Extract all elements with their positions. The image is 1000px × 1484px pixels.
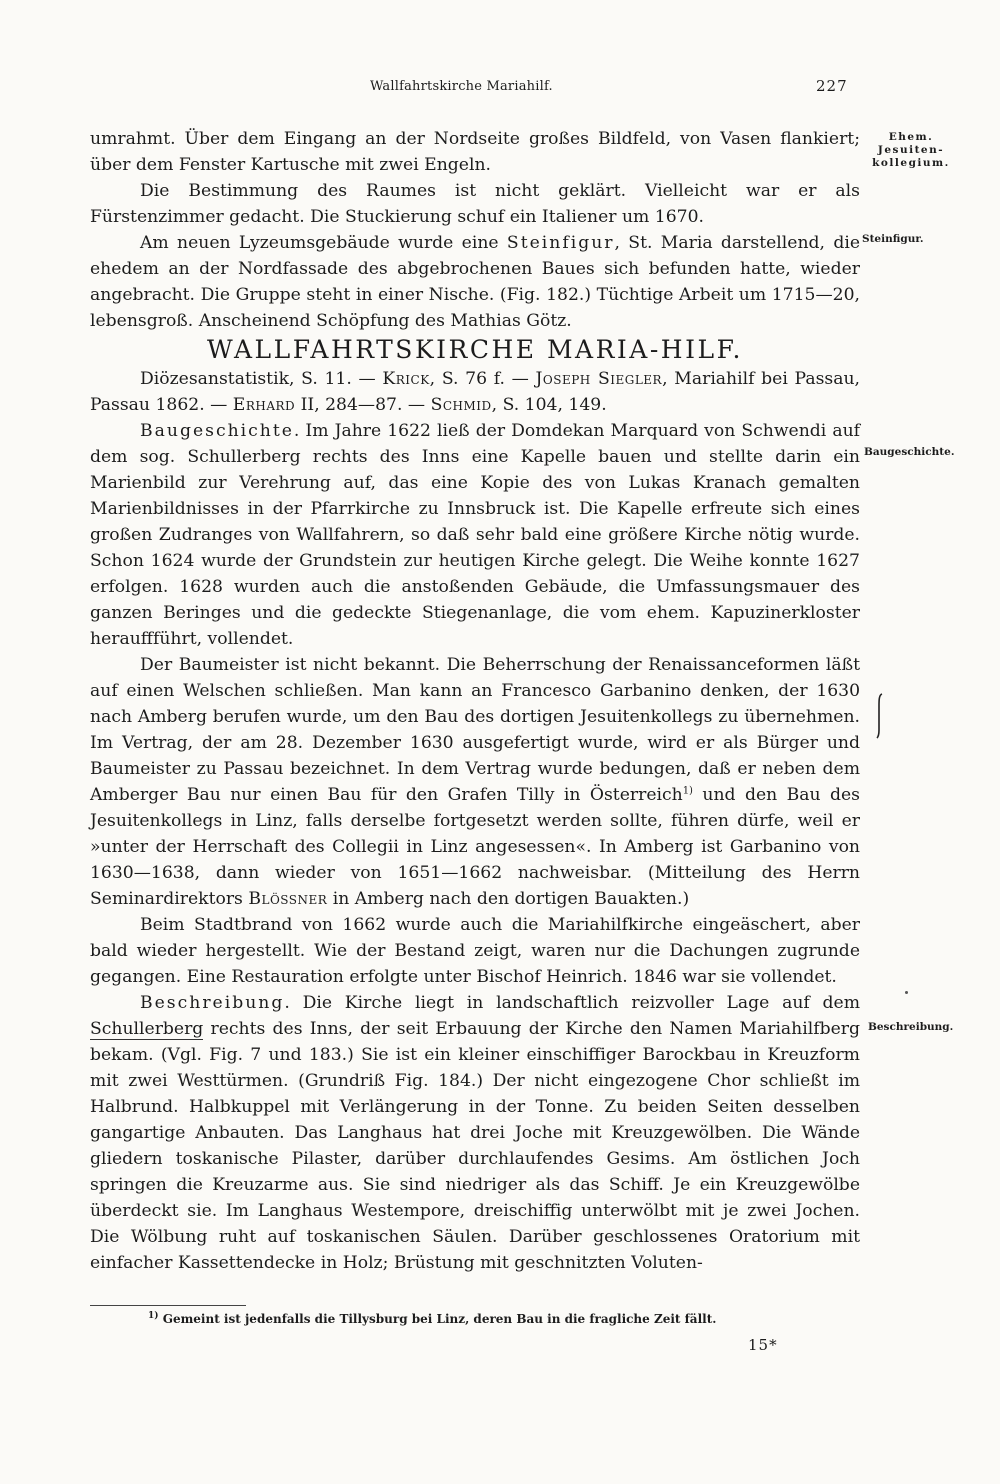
- text-run: und den Bau des Jesuitenkollegs in Linz, falls derselbe fortgesetzt werden sollte, führen dürfe, weil er »unter der Herrschaft des Collegii in Linz angesessen«. In Amberg ist Garbanino von 1630—1638, dann wieder von 1651—1662 nachweisbar. (Mitteilung des Herrn Seminardirektors: [90, 785, 860, 909]
- paragraph: [90, 230, 860, 334]
- margin-note-line: kollegium.: [872, 157, 950, 169]
- text-run: . Die Kirche liegt in landschaftlich reizvoller Lage auf dem: [284, 993, 860, 1013]
- margin-note-beschreibung: Beschreibung.: [868, 1021, 954, 1033]
- margin-note-baugeschichte: Baugeschichte.: [864, 446, 955, 458]
- author-name: Joseph Siegler: [535, 369, 663, 389]
- footnote: [148, 1310, 848, 1328]
- footnote-reference: 1): [682, 785, 693, 797]
- running-header-title: Wallfahrtskirche Mariahilf.: [370, 79, 553, 94]
- text-run: II, 284—87. —: [295, 395, 431, 415]
- paragraph: [90, 990, 860, 1276]
- page-number: 227: [816, 77, 848, 95]
- text-run: , S. 76 f. —: [429, 369, 536, 389]
- margin-note-line: Jesuiten-: [877, 144, 945, 156]
- pencil-bracket-mark: [876, 692, 884, 740]
- footnote-divider: [90, 1305, 246, 1306]
- margin-note-steinfigur: Steinfigur.: [862, 233, 924, 245]
- footnote-marker: 1): [148, 1311, 159, 1321]
- author-name: Schmid: [430, 395, 492, 415]
- stray-mark: [905, 991, 908, 994]
- footnote-text: Gemeint ist jedenfalls die Tillysburg bei Linz, deren Bau in die fragliche Zeit fällt.: [158, 1312, 717, 1326]
- text-run: Diözesanstatistik, S. 11. —: [140, 369, 383, 389]
- margin-note-line: Ehem.: [888, 131, 934, 143]
- spaced-term: Baugeschichte: [140, 421, 294, 441]
- text-run: , St. Maria darstellend, die ehedem an der Nordfassade des abgebrochenen Baues sich befunden hatte, wieder angebracht. Die Gruppe steht in einer Nische. (Fig. 182.) Tüchtige Arbeit um 1715—20, lebensgroß. Anscheinend Schöpfung des Mathias Götz.: [90, 233, 860, 331]
- paragraph: [90, 652, 860, 912]
- paragraph: [90, 418, 860, 652]
- paragraph: Beim Stadtbrand von 1662 wurde auch die Mariahilfkirche eingeäschert, aber bald wieder hergestellt. Wie der Bestand zeigt, waren nur die Dachungen zugrunde gegangen. Eine Restauration erfolgte unter Bischof Heinrich. 1846 war sie vollendet.: [90, 915, 860, 987]
- text-run: , S. 104, 149.: [491, 395, 607, 415]
- paragraph: Die Bestimmung des Raumes ist nicht geklärt. Vielleicht war er als Fürstenzimmer gedacht. Die Stuckierung schuf ein Italiener um 1670.: [90, 181, 860, 227]
- margin-note-jesuitenkollegium: [872, 131, 950, 170]
- literature-paragraph: [90, 366, 860, 418]
- spaced-term: Steinfigur: [506, 233, 615, 253]
- section-title: WALLFAHRTSKIRCHE MARIA-HILF.: [207, 335, 743, 364]
- text-run: in Amberg nach den dortigen Bauakten.): [327, 889, 690, 909]
- signature-mark: 15*: [748, 1336, 778, 1354]
- main-text: [90, 126, 860, 1276]
- author-name: Krick: [382, 369, 430, 389]
- author-name: Blössner: [248, 889, 328, 909]
- underlined-term: Schullerberg: [90, 1019, 204, 1039]
- author-name: Erhard: [232, 395, 296, 415]
- text-run: Am neuen Lyzeumsgebäude wurde eine: [140, 233, 507, 253]
- paragraph: umrahmt. Über dem Eingang an der Nordseite großes Bildfeld, von Vasen flankiert; über dem Fenster Kartusche mit zwei Engeln.: [90, 129, 860, 175]
- spaced-term: Beschreibung: [140, 993, 285, 1013]
- text-run: , Mariahilf bei Passau, Passau 1862. —: [90, 369, 861, 415]
- text-run: rechts des Inns, der seit Erbauung der Kirche den Namen Mariahilfberg bekam. (Vgl. Fig. 7 und 183.) Sie ist ein kleiner einschiffiger Barockbau in Kreuzform mit zwei Westtürmen. (Grundriß Fig. 184.) Der nicht eingezogene Chor schließt im Halbrund. Halbkuppel mit Verlängerung in der Tonne. Zu beiden Seiten desselben gangartige Anbauten. Das Langhaus hat drei Joche mit Kreuzgewölben. Die Wände gliedern toskanische Pilaster, darüber durchlaufendes Gesims. Am östlichen Joch springen die Kreuzarme aus. Sie sind niedriger als das Schiff. Je ein Kreuzgewölbe überdeckt sie. Im Langhaus Westempore, dreischiffig unterwölbt mit je zwei Jochen. Die Wölbung ruht auf toskanischen Säulen. Darüber geschlossenes Oratorium mit einfacher Kassettendecke in Holz; Brüstung mit geschnitzten Voluten-: [90, 1019, 860, 1273]
- text-run: . Im Jahre 1622 ließ der Domdekan Marquard von Schwendi auf dem sog. Schullerberg rechts des Inns eine Kapelle bauen und stellte darin ein Marienbild zur Verehrung auf, das eine Kopie des von Lukas Kranach gemalten Marienbildnisses in der Pfarrkirche zu Innsbruck ist. Die Kapelle erfreute sich eines großen Zudranges von Wallfahrern, so daß sehr bald eine größere Kirche nötig wurde. Schon 1624 wurde der Grundstein zur heutigen Kirche gelegt. Die Weihe konnte 1627 erfolgen. 1628 wurden auch die anstoßenden Gebäude, die Umfassungsmauer des ganzen Beringes und die gedeckte Stiegenanlage, die vom ehem. Kapuzinerkloster herauffführt, vollendet.: [90, 421, 860, 649]
- text-run: Der Baumeister ist nicht bekannt. Die Beherrschung der Renaissanceformen läßt auf einen Welschen schließen. Man kann an Francesco Garbanino denken, der 1630 nach Amberg berufen wurde, um den Bau des dortigen Jesuitenkollegs zu übernehmen. Im Vertrag, der am 28. Dezember 1630 ausgefertigt wurde, wird er als Bürger und Baumeister zu Passau bezeichnet. In dem Vertrag wurde bedungen, daß er neben dem Amberger Bau nur einen Bau für den Grafen Tilly in Österreich: [90, 655, 860, 805]
